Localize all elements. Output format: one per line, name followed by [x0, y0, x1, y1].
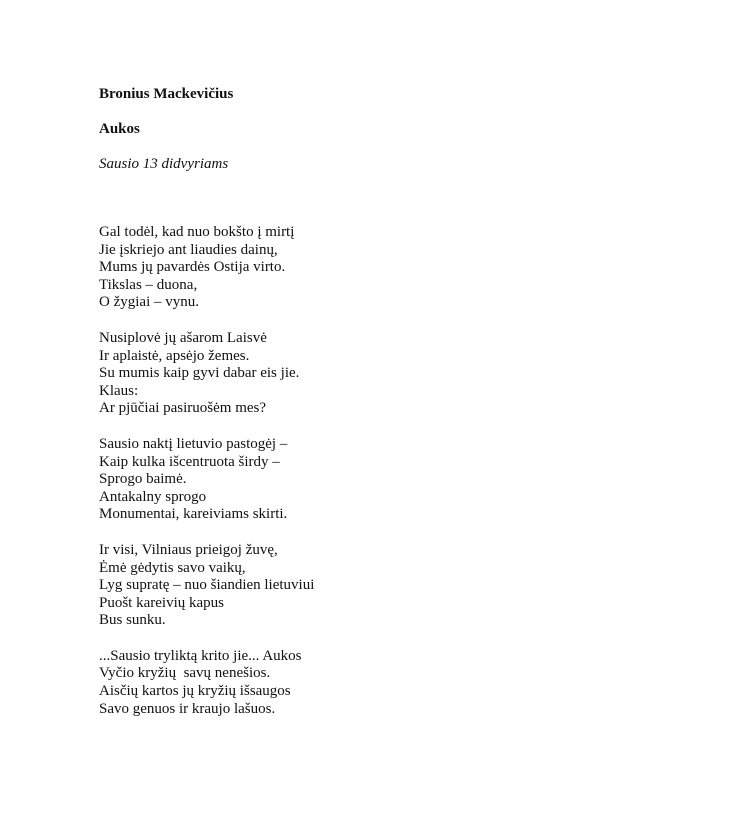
poem-line: Vyčio kryžių savų nenešios.: [99, 665, 271, 682]
poem-line: Ir aplaistė, apsėjo žemes.: [99, 347, 250, 364]
poem-title: Aukos: [99, 121, 140, 137]
poem-line: Bus sunku.: [99, 612, 166, 629]
document-page: [99, 84, 699, 736]
poem-line: ...Sausio tryliktą krito jie... Aukos: [99, 647, 302, 664]
poem-line: Aisčių kartos jų kryžių išsaugos: [99, 683, 291, 700]
poem-line: Ir visi, Vilniaus prieigoj žuvę,: [99, 541, 278, 558]
poem-body: [99, 224, 699, 718]
poem-line: Klaus:: [99, 382, 139, 399]
author-name: Bronius Mackevičius: [99, 86, 234, 102]
poem-line: Sprogo baimė.: [99, 471, 187, 488]
poem-dedication: Sausio 13 didvyriams: [99, 156, 229, 172]
poem-line: Ėmė gėdytis savo vaikų,: [99, 559, 246, 576]
poem-line: Jie įskriejo ant liaudies dainų,: [99, 241, 278, 258]
poem-line: Su mumis kaip gyvi dabar eis jie.: [99, 365, 300, 382]
poem-line: Ar pjūčiai pasiruošėm mes?: [99, 400, 267, 417]
stanza-4: [99, 542, 699, 630]
poem-line: Kaip kulka išcentruota širdy –: [99, 453, 280, 470]
poem-line: Tikslas – duona,: [99, 276, 198, 293]
poem-line: Savo genuos ir kraujo lašuos.: [99, 700, 276, 717]
stanza-2: [99, 330, 699, 418]
poem-line: Antakalny sprogo: [99, 488, 207, 505]
poem-line: Monumentai, kareiviams skirti.: [99, 506, 288, 523]
stanza-3: [99, 436, 699, 524]
stanza-5: [99, 648, 699, 718]
poem-line: Sausio naktį lietuvio pastogėj –: [99, 435, 288, 452]
poem-line: Puošt kareivių kapus: [99, 594, 224, 611]
poem-line: Gal todėl, kad nuo bokšto į mirtį: [99, 224, 295, 240]
poem-line: Nusiplovė jų ašarom Laisvė: [99, 329, 267, 346]
poem-line: Lyg supratę – nuo šiandien lietuviui: [99, 577, 315, 594]
stanza-1: [99, 224, 699, 312]
poem-line: O žygiai – vynu.: [99, 294, 199, 311]
poem-line: Mums jų pavardės Ostija virto.: [99, 259, 286, 276]
